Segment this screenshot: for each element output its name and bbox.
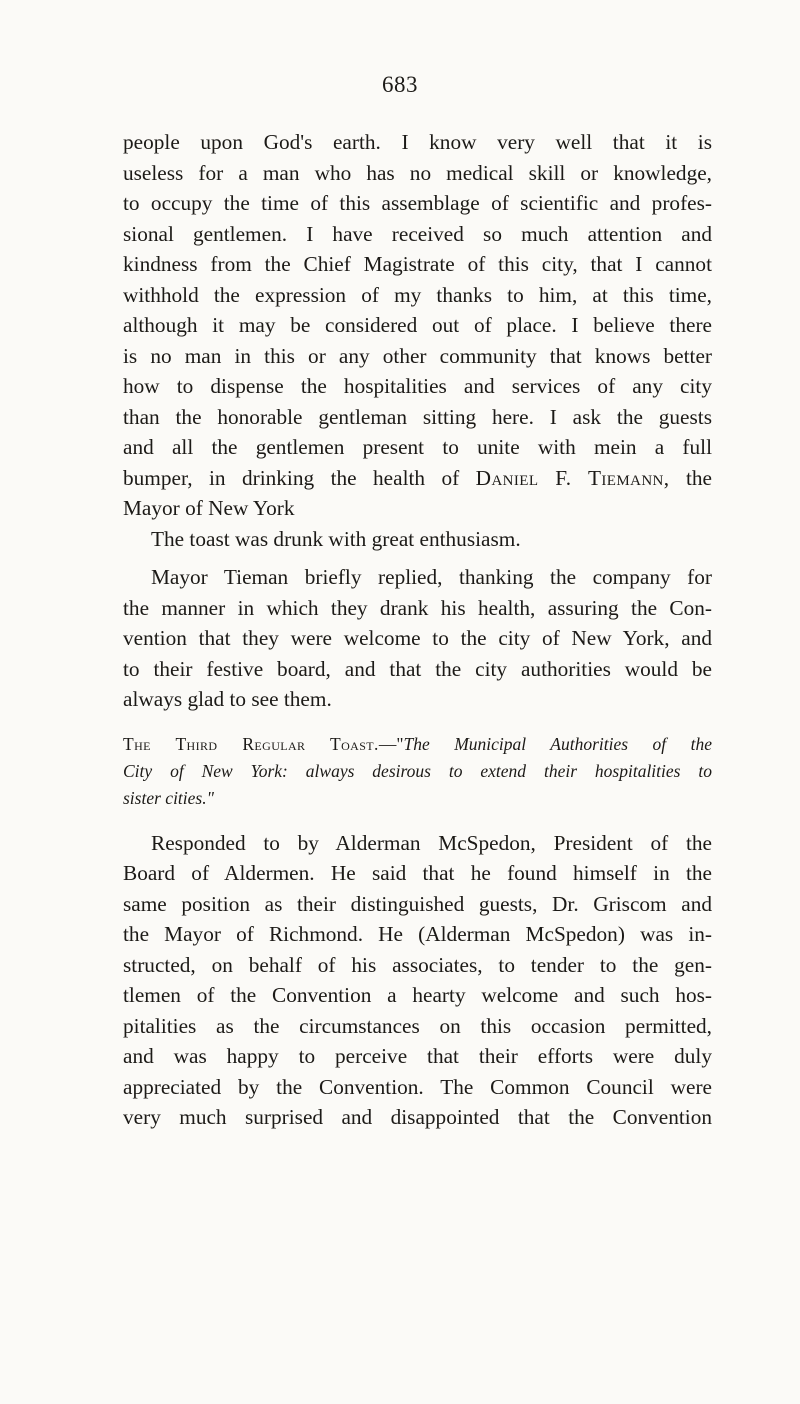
- text-line: [123, 758, 712, 785]
- text-line: and all the gentlemen present to unite with mein a full: [123, 435, 712, 459]
- paragraph-alderman-response: [123, 828, 712, 1133]
- text-line: pitalities as the circumstances on this occasion permitted,: [123, 1013, 712, 1038]
- text-line: kindness from the Chief Magistrate of this city, that I cannot: [123, 252, 712, 276]
- text-line: the Mayor of Richmond. He (Alderman McSpedon) was in-: [123, 922, 712, 946]
- text-line: although it may be considered out of place. I believe there: [123, 313, 712, 337]
- text-line: how to dispense the hospitalities and services of any city: [123, 374, 712, 398]
- paragraph-mayor-reply: [123, 562, 712, 715]
- paragraph-speech-continuation: [123, 127, 712, 524]
- text-segment: —": [378, 733, 404, 754]
- text-line: Board of Aldermen. He said that he found himself in the: [123, 861, 712, 885]
- text-line: tlemen of the Convention a hearty welcome and such hos-: [123, 983, 712, 1007]
- text-line: Mayor Tieman briefly replied, thanking the company for: [151, 565, 712, 589]
- mayor-name: Daniel F. Tiemann,: [475, 465, 670, 490]
- page-number: 683: [382, 72, 418, 97]
- text-line: Responded to by Alderman McSpedon, President of the: [151, 830, 712, 855]
- text-line: same position as their distinguished guests, Dr. Griscom and: [123, 891, 712, 916]
- text-line: the manner in which they drank his health, assuring the Con-: [123, 595, 712, 620]
- paragraph-toast-reaction: [123, 524, 712, 555]
- text-line: to their festive board, and that the city authorities would be: [123, 656, 712, 681]
- text-line: The toast was drunk with great enthusiasm.: [151, 526, 521, 551]
- text-line: always glad to see them.: [123, 687, 332, 711]
- text-line: people upon God's earth. I know very well that it is: [123, 130, 712, 154]
- text-line: and was happy to perceive that their efforts were duly: [123, 1044, 712, 1068]
- text-line: [123, 463, 712, 494]
- text-line: withhold the expression of my thanks to him, at this time,: [123, 282, 712, 307]
- toast-announcement: [123, 731, 712, 812]
- body-text: [123, 127, 712, 1133]
- text-line: very much surprised and disappointed that the Convention: [123, 1105, 712, 1129]
- text-line: [123, 785, 712, 812]
- text-line: is no man in this or any other community that knows better: [123, 343, 712, 368]
- toast-text: sister cities.": [123, 787, 214, 808]
- text-line: structed, on behalf of his associates, to tender to the gen-: [123, 952, 712, 977]
- text-segment: the: [685, 465, 712, 490]
- toast-heading: The Third Regular Toast.: [123, 733, 379, 754]
- toast-text: City of New York: always desirous to extend their hospitalities to: [123, 760, 712, 781]
- text-line: sional gentlemen. I have received so much attention and: [123, 221, 712, 246]
- text-line: [123, 731, 712, 758]
- text-line: appreciated by the Convention. The Common Council were: [123, 1074, 712, 1099]
- text-line: vention that they were welcome to the city of New York, and: [123, 626, 712, 650]
- text-line: useless for a man who has no medical skill or knowledge,: [123, 160, 712, 185]
- text-line: Mayor of New York: [123, 496, 295, 520]
- text-line: than the honorable gentleman sitting here. I ask the guests: [123, 404, 712, 429]
- toast-text: The Municipal Authorities of the: [403, 733, 712, 754]
- text-line: to occupy the time of this assemblage of scientific and profes-: [123, 191, 712, 215]
- text-segment: bumper, in drinking the health of: [123, 465, 460, 490]
